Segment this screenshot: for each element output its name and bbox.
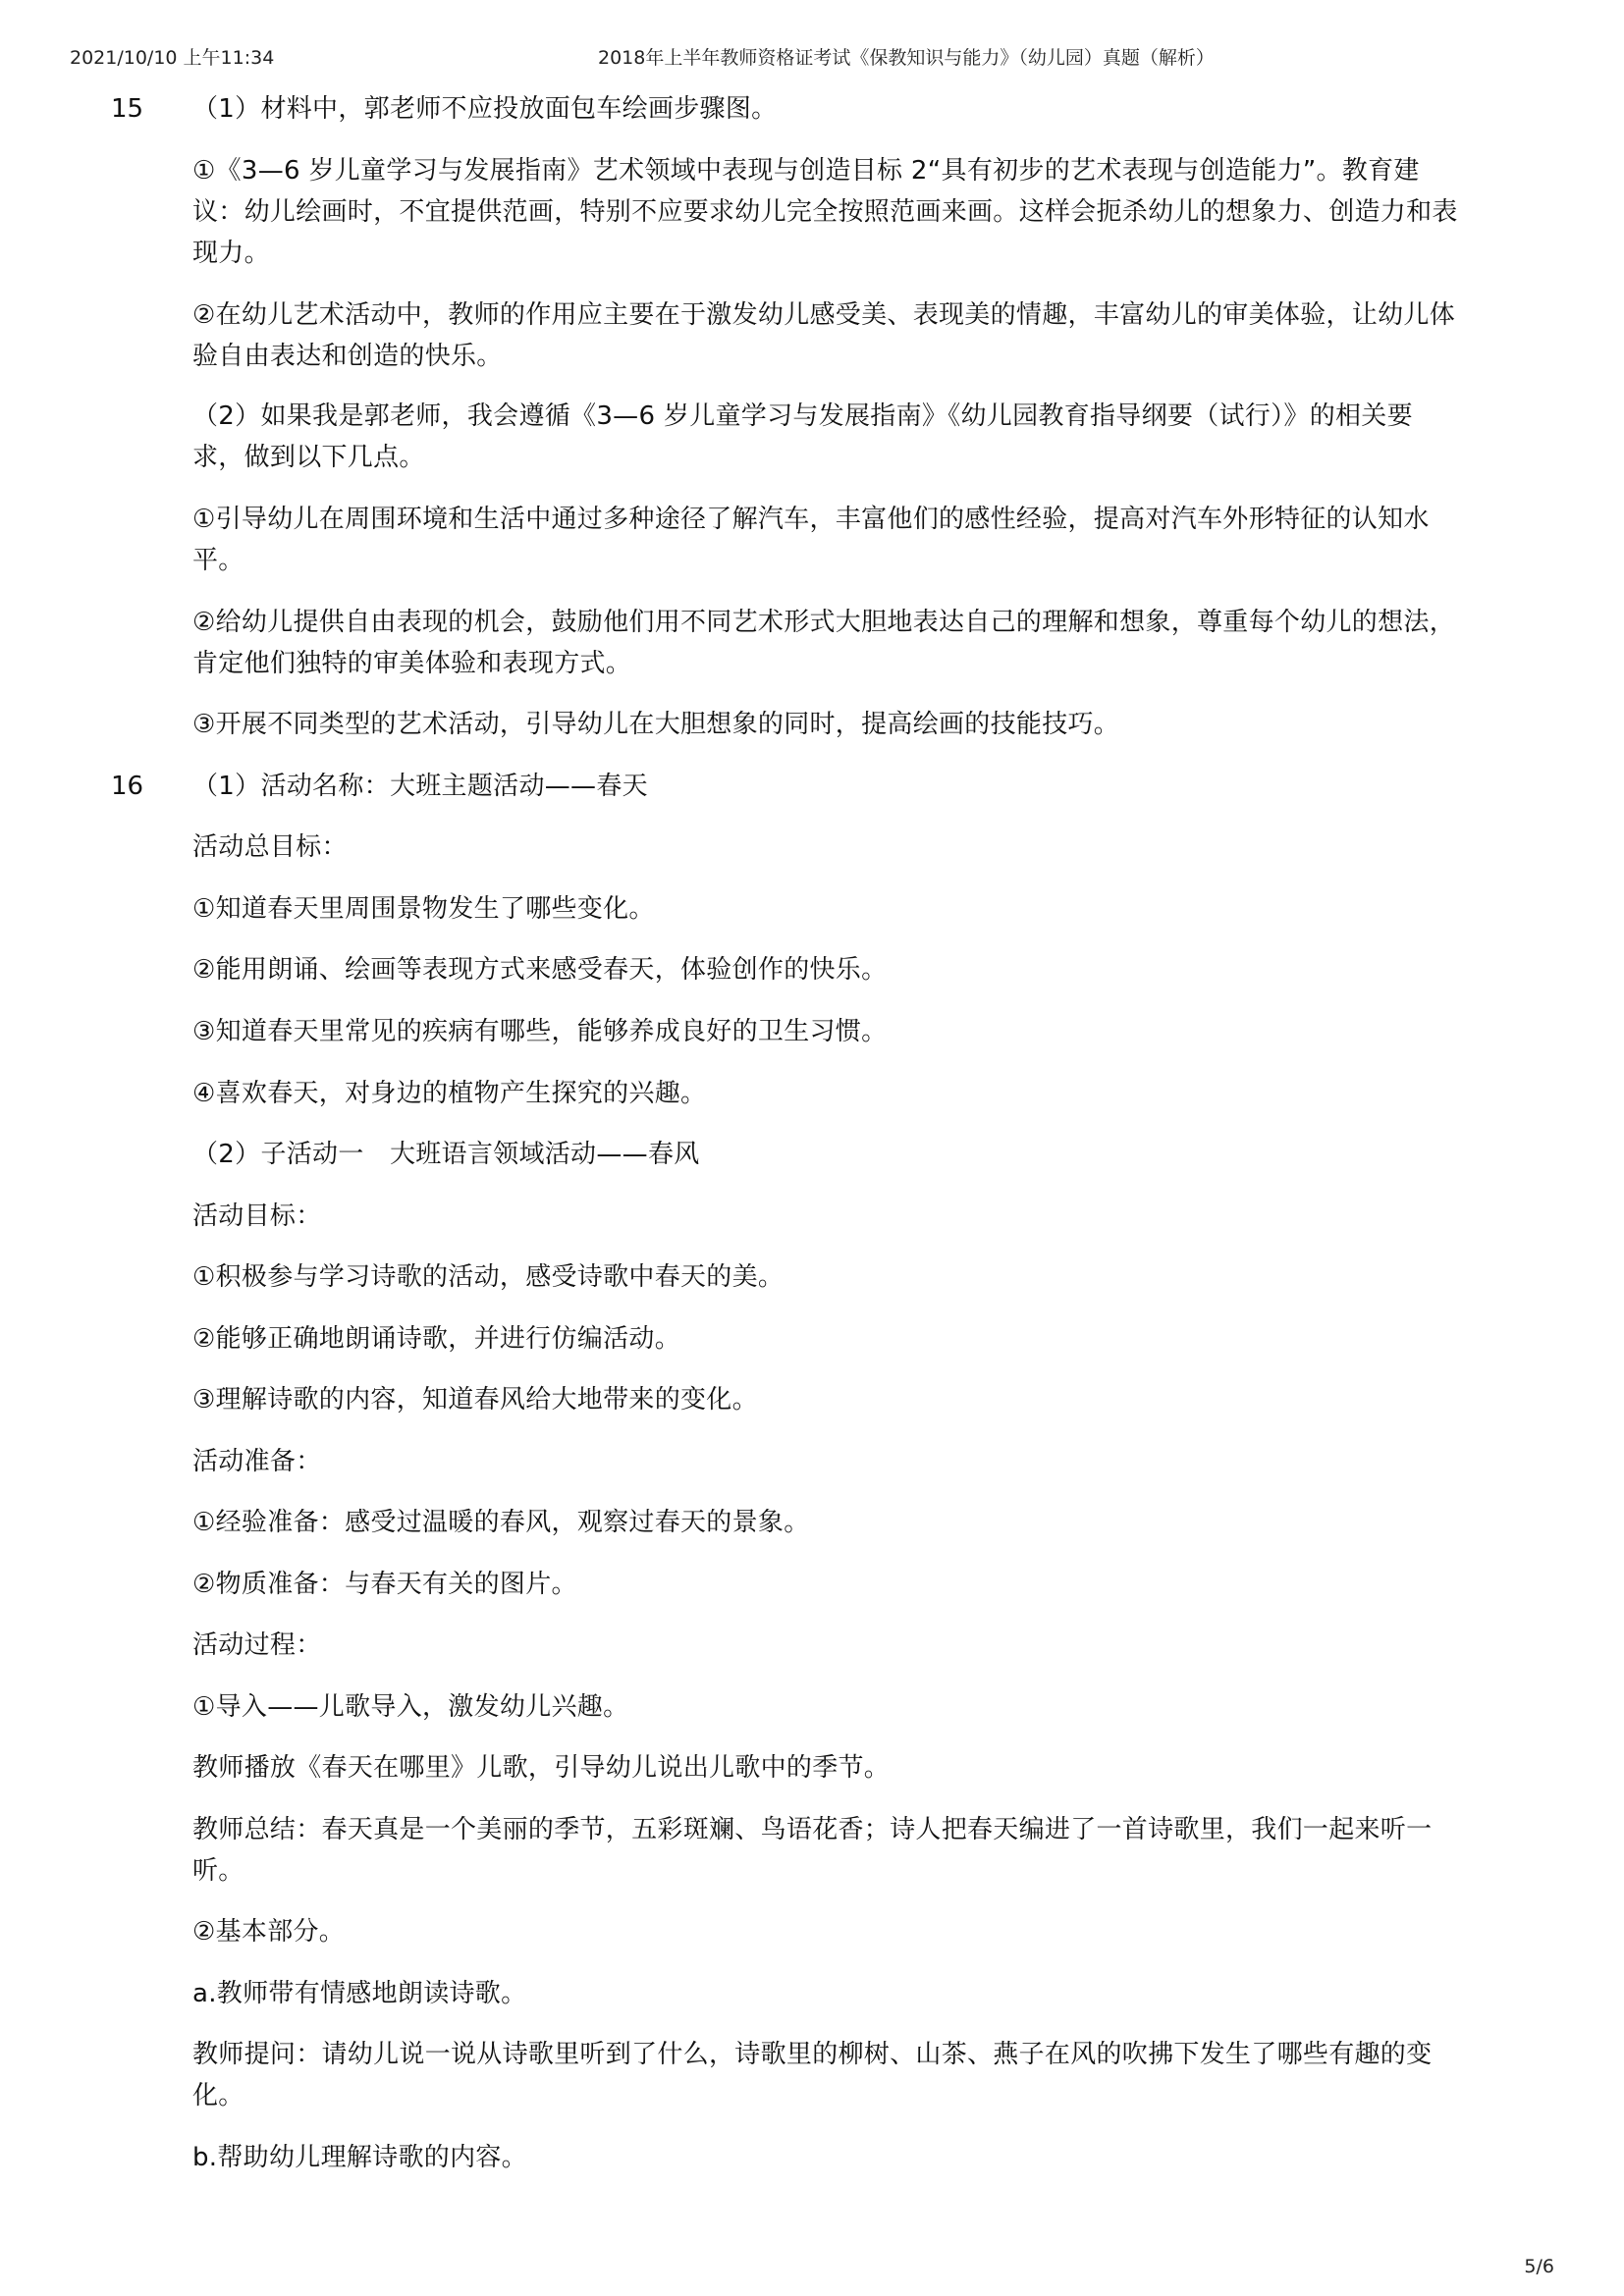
document-title: 2018年上半年教师资格证考试《保教知识与能力》（幼儿园）真题（解析） [598, 47, 1215, 69]
answer-paragraph: ③知道春天里常见的疾病有哪些，能够养成良好的卫生习惯。 [192, 1017, 888, 1046]
answer-paragraph: 活动准备： [192, 1447, 322, 1476]
answer-paragraph: ②能够正确地朗诵诗歌，并进行仿编活动。 [192, 1324, 681, 1354]
answer-paragraph: ①引导幼儿在周围环境和生活中通过多种途径了解汽车，丰富他们的感性经验，提高对汽车外形特征的认知水平。 [192, 505, 1430, 575]
answer-paragraph: ③理解诗歌的内容，知道春风给大地带来的变化。 [192, 1385, 758, 1415]
answer-paragraph: （2）如果我是郭老师，我会遵循《3—6 岁儿童学习与发展指南》《幼儿园教育指导纲要（试行）》的相关要求，做到以下几点。 [192, 401, 1413, 472]
answer-paragraph: ①积极参与学习诗歌的活动，感受诗歌中春天的美。 [192, 1262, 785, 1292]
answer-paragraph: ②基本部分。 [192, 1917, 346, 1947]
answer-paragraph: ②在幼儿艺术活动中，教师的作用应主要在于激发幼儿感受美、表现美的情趣，丰富幼儿的审美体验，让幼儿体验自由表达和创造的快乐。 [192, 300, 1456, 371]
answer-paragraph: 活动总目标： [192, 832, 348, 862]
answer-paragraph: 教师提问：请幼儿说一说从诗歌里听到了什么，诗歌里的柳树、山茶、燕子在风的吹拂下发生了哪些有趣的变化。 [192, 2040, 1433, 2110]
answer-paragraph: ②给幼儿提供自由表现的机会，鼓励他们用不同艺术形式大胆地表达自己的理解和想象，尊重每个幼儿的想法，肯定他们独特的审美体验和表现方式。 [192, 608, 1456, 678]
answer-paragraph: （1）材料中，郭老师不应投放面包车绘画步骤图。 [192, 94, 778, 124]
answer-paragraph: ②能用朗诵、绘画等表现方式来感受春天，体验创作的快乐。 [192, 955, 888, 985]
answer-paragraph: ①导入——儿歌导入，激发幼儿兴趣。 [192, 1692, 629, 1722]
answer-paragraph: b.帮助幼儿理解诗歌的内容。 [192, 2143, 527, 2172]
answer-paragraph: （2）子活动一 大班语言领域活动——春风 [192, 1140, 700, 1169]
answer-paragraph: ①知道春天里周围景物发生了哪些变化。 [192, 894, 655, 924]
answer-paragraph: 教师播放《春天在哪里》儿歌，引导幼儿说出儿歌中的季节。 [192, 1753, 891, 1783]
answer-paragraph: 活动目标： [192, 1201, 322, 1231]
print-datetime: 2021/10/10 上午11:34 [70, 47, 275, 69]
question-number-15: 15 [111, 94, 144, 124]
answer-paragraph: ④喜欢春天，对身边的植物产生探究的兴趣。 [192, 1079, 707, 1108]
answer-paragraph: 活动过程： [192, 1630, 322, 1660]
answer-paragraph: ①《3—6 岁儿童学习与发展指南》艺术领域中表现与创造目标 2“具有初步的艺术表现与创造能力”。教育建议：幼儿绘画时，不宜提供范画，特别不应要求幼儿完全按照范画来画。这样会扼杀幼儿的想象力、创造力和表现力。 [192, 156, 1458, 268]
answer-paragraph: 教师总结：春天真是一个美丽的季节，五彩斑斓、鸟语花香；诗人把春天编进了一首诗歌里，我们一起来听一听。 [192, 1815, 1433, 1886]
page-number: 5/6 [1524, 2256, 1554, 2277]
answer-paragraph: a.教师带有情感地朗读诗歌。 [192, 1979, 527, 2008]
question-number-16: 16 [111, 772, 144, 801]
answer-paragraph: ②物质准备：与春天有关的图片。 [192, 1570, 577, 1599]
answer-paragraph: （1）活动名称：大班主题活动——春天 [192, 772, 648, 801]
answer-paragraph: ①经验准备：感受过温暖的春风，观察过春天的景象。 [192, 1508, 810, 1537]
answer-paragraph: ③开展不同类型的艺术活动，引导幼儿在大胆想象的同时，提高绘画的技能技巧。 [192, 710, 1120, 739]
